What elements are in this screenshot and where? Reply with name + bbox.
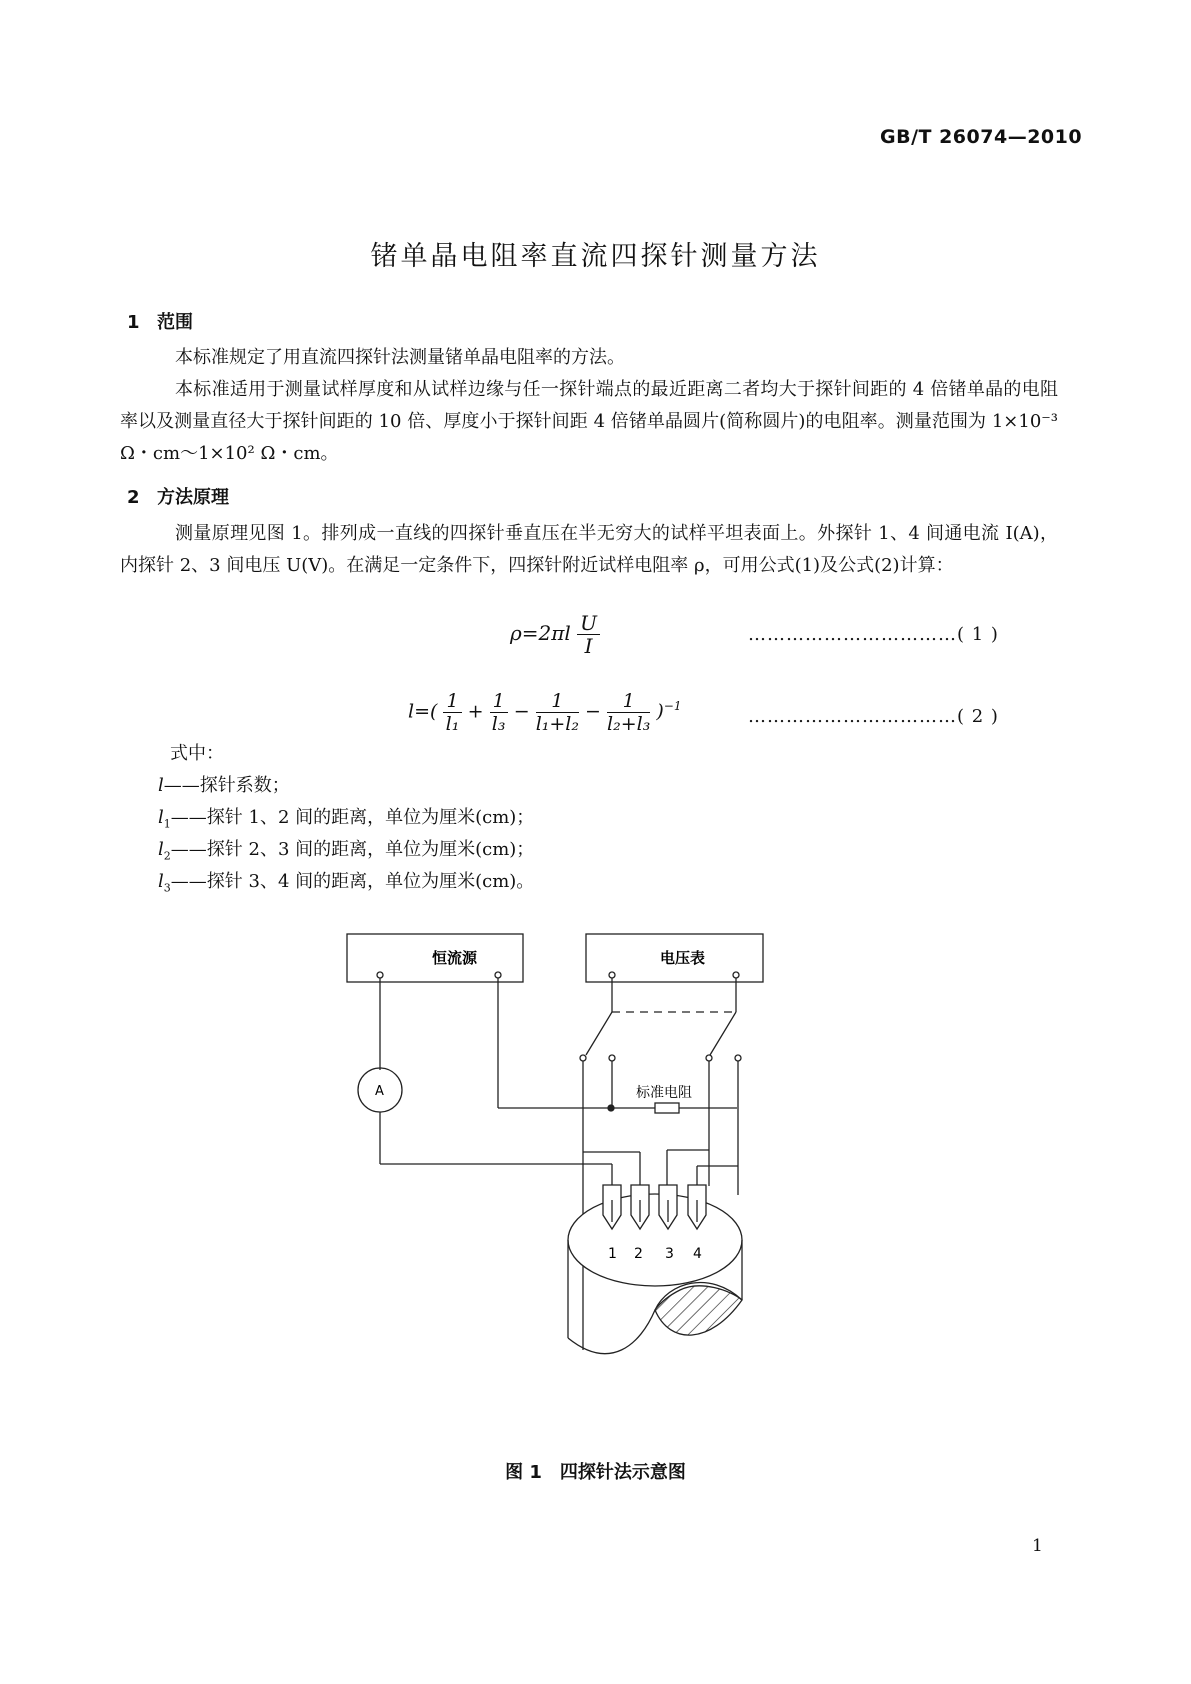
formula-1-denominator: I [584,634,593,658]
section-1-title: 范围 [157,312,193,333]
formula-2-term-1: $\frac{1}{\text{l₁}}$ [443,690,461,735]
formula-2-term-3: $\frac{1}{\text{l₁+l₂}}$ [535,690,579,735]
formula-1-leader: …………………………… [748,624,957,645]
legend-item: $l_1——$探针 1、2 间的距离，单位为厘米(cm)； [158,807,535,831]
probe-label-1: 1 [608,1246,617,1262]
figure-caption: 图 1 四探针法示意图 [505,1462,686,1483]
page-number: 1 [1032,1536,1043,1556]
formula-2-term-4: $\frac{1}{\text{l₂+l₃}}$ [607,690,651,735]
standard-number: GB/T 26074—2010 [880,126,1083,148]
formula-2-lhs: l=( [408,700,438,723]
formula-2: l=( $\frac{1}{\text{l₁}}$ + $\frac{1}{\text{l₃}}$ − $\frac{1}{\text{l₁+l₂}}$ − $\frac{1}{\text{l₂+l₃}}$ )$^{-1}$ [408,690,682,735]
sample [568,1194,742,1286]
legend-item: l——探针系数； [158,775,290,796]
section-2-title: 方法原理 [157,487,229,508]
section-2-number: 2 [127,487,140,508]
formula-2-exponent: −1 [663,699,682,714]
probe-label-2: 2 [634,1246,643,1262]
section-1-para-1: 本标准规定了用直流四探针法测量锗单晶电阻率的方法。 [175,347,625,368]
formula-2-label: ( 2 ) [957,706,999,727]
formula-2-term-2: $\frac{1}{\text{l₃}}$ [490,690,508,735]
legend-item: $l_2——$探针 2、3 间的距离，单位为厘米(cm)； [158,839,535,863]
probe-label-3: 3 [665,1246,674,1262]
probe-label-4: 4 [693,1246,702,1262]
formula-2-leader: …………………………… [748,706,957,727]
section-1-number: 1 [127,312,140,333]
formula-1-label: ( 1 ) [957,624,999,645]
formula-1-lhs: ρ=2πl [510,621,571,645]
ammeter-label: A [375,1084,384,1099]
section-2-para: 测量原理见图 1。排列成一直线的四探针垂直压在半无穷大的试样平坦表面上。外探针 1、4 间通电流 I(A)，内探针 2、3 间电压 U(V)。在满足一定条件下，四探针附近试样电阻率 ρ，可用公式(1)及公式(2)计算： [120,523,1058,576]
page-title: 锗单晶电阻率直流四探针测量方法 [370,241,821,272]
section-1-para-2: 本标准适用于测量试样厚度和从试样边缘与任一探针端点的最近距离二者均大于探针间距的 4 倍锗单晶的电阻率以及测量直径大于探针间距的 10 倍、厚度小于探针间距 4 倍锗单晶圆片(简称圆片)的电阻率。测量范围为 1×10⁻³ Ω・cm～1×10² Ω・cm。 [120,379,1058,464]
voltmeter-label: 电压表 [660,949,706,967]
formula-1-numerator: U [577,612,600,635]
current-source-label: 恒流源 [432,949,478,967]
standard-resistor [655,1103,679,1113]
formula-2-close: ) [656,700,664,723]
standard-resistor-label: 标准电阻 [636,1085,692,1101]
legend-intro: 式中： [170,743,224,764]
legend-item: $l_3——$探针 3、4 间的距离，单位为厘米(cm)。 [158,871,535,895]
